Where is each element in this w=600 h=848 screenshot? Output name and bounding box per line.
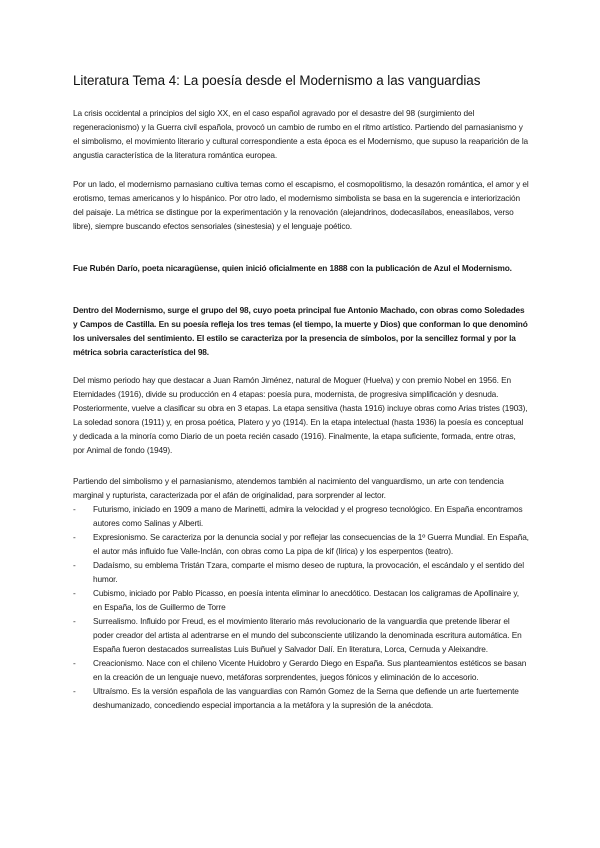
list-item-text: Futurismo, iniciado en 1909 a mano de Marinetti, admira la velocidad y el progreso tecnológico. En España encontramos autores como Salinas y Alberti.: [93, 504, 523, 528]
list-item: [73, 558, 529, 586]
list-item-text: Expresionismo. Se caracteriza por la denuncia social y por reflejar las consecuencias de la 1º Guerra Mundial. En España, el autor más influido fue Valle-Inclán, con obras como La pipa de kif (lírica) y los esperpentos (teatro).: [93, 532, 529, 556]
list-marker: -: [73, 658, 76, 668]
paragraph-jimenez: Del mismo periodo hay que destacar a Juan Ramón Jiménez, natural de Moguer (Huelva) y con premio Nobel en 1956. En Eternidades (1916), divide su producción en 4 etapas: poesía pura, modernista, de progresiva simplificación y desnuda. Posteriormente, vuelve a clasificar su obra en 3 etapas. La etapa sensitiva (hasta 1916) incluye obras como Arias tristes (1903), La soledad sonora (1911) y, en prosa poética, Platero y yo (1914). En la etapa intelectual (hasta 1936) la poesía es conceptual y dedicada a la minoría como Diario de un poeta recién casado (1916). Finalmente, la etapa suficiente, formada, entre otras, por Animal de fondo (1949).: [73, 375, 528, 455]
list-marker: -: [73, 504, 76, 514]
paragraph-modernismo: Por un lado, el modernismo parnasiano cultiva temas como el escapismo, el cosmopolitismo, la desazón romántica, el amor y el erotismo, temas americanos y lo hispánico. Por otro lado, el modernismo simbolista se basa en la sugerencia e interiorización del paisaje. La métrica se distingue por la experimentación y la renovación (alejandrinos, dodecasílabos, eneasílabos, verso libre), siempre buscando efectos sensoriales (sinestesia) y el lenguaje poético.: [73, 179, 529, 231]
list-item: [73, 614, 529, 656]
paragraph-dario: Fue Rubén Darío, poeta nicaragüense, quien inició oficialmente en 1888 con la publicación de Azul el Modernismo.: [73, 263, 512, 273]
list-item: [73, 656, 529, 684]
list-marker: -: [73, 560, 76, 570]
paragraph-machado: Dentro del Modernismo, surge el grupo del 98, cuyo poeta principal fue Antonio Machado, con obras como Soledades y Campos de Castilla. En su poesía refleja los tres temas (el tiempo, la muerte y Dios) que conforman lo que denominó los universales del sentimiento. El estilo se caracteriza por la presencia de símbolos, por la sencillez formal y por la métrica sobria característica del 98.: [73, 305, 528, 357]
list-item-text: Creacionismo. Nace con el chileno Vicente Huidobro y Gerardo Diego en España. Sus planteamientos estéticos se basan en la creación de un lenguaje nuevo, metáforas sorprendentes, juegos fónicos y eliminación de lo accesorio.: [93, 658, 527, 682]
list-item: [73, 530, 529, 558]
list-item-text: Ultraísmo. Es la versión española de las vanguardias con Ramón Gomez de la Serna que defiende un arte fuertemente deshumanizado, concediendo especial importancia a la metáfora y la supresión de la anécdota.: [93, 686, 519, 710]
vanguardias-list: [73, 502, 529, 712]
list-item-text: Cubismo, iniciado por Pablo Picasso, en poesía intenta eliminar lo anecdótico. Destacan los caligramas de Apollinaire y, en España, los de Guillermo de Torre: [93, 588, 519, 612]
list-marker: -: [73, 588, 76, 598]
paragraph-intro: La crisis occidental a principios del siglo XX, en el caso español agravado por el desastre del 98 (surgimiento del regeneracionismo) y la Guerra civil española, provocó un cambio de rumbo en el ritmo artístico. Partiendo del parnasianismo y el simbolismo, el movimiento literario y cultural correspondiente a esta época es el Modernismo, que supuso la reaparición de la angustia característica de la literatura romántica europea.: [73, 108, 528, 160]
list-marker: -: [73, 616, 76, 626]
list-item-text: Dadaísmo, su emblema Tristán Tzara, comparte el mismo deseo de ruptura, la provocación, el escándalo y el sentido del humor.: [93, 560, 524, 584]
list-item: [73, 586, 529, 614]
list-item: [73, 502, 529, 530]
document-title: Literatura Tema 4: La poesía desde el Modernismo a las vanguardias: [73, 73, 481, 88]
paragraph-vanguardias-intro: Partiendo del simbolismo y el parnasianismo, atendemos también al nacimiento del vanguardismo, un arte con tendencia marginal y rupturista, caracterizada por el afán de originalidad, para sorprender al lector.: [73, 476, 504, 500]
list-item: [73, 684, 529, 712]
list-item-text: Surrealismo. Influido por Freud, es el movimiento literario más revolucionario de la vanguardia que pretende liberar el poder creador del artista al adentrarse en el mundo del subconsciente utilizando la denominada escritura automática. En España fueron destacados surrealistas Luis Buñuel y Salvador Dalí. En literatura, Lorca, Cernuda y Aleixandre.: [93, 616, 522, 654]
list-marker: -: [73, 532, 76, 542]
list-marker: -: [73, 686, 76, 696]
